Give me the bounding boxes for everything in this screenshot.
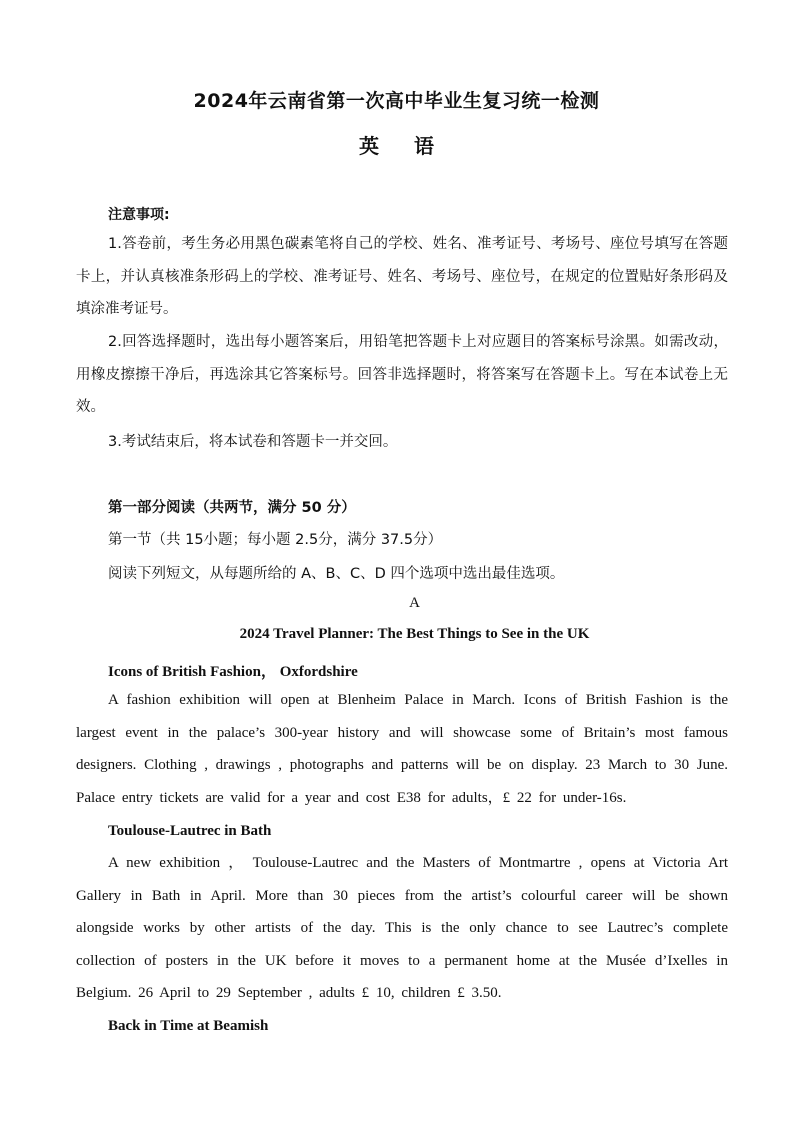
section-heading-lautrec: Toulouse-Lautrec in Bath bbox=[108, 823, 272, 839]
notes-item-1: 1.答卷前，考生务必用黑色碳素笔将自己的学校、姓名、准考证号、考场号、座位号填写在答题卡上，并认真核准条形码上的学校、准考证号、姓名、考场号、座位号，在规定的位置贴好条形码及填涂准考证号。 bbox=[76, 236, 728, 317]
passage-title: 2024 Travel Planner: The Best Things to See in the UK bbox=[239, 626, 590, 642]
part1-heading: 第一部分阅读（共两节，满分 50 分） bbox=[108, 500, 356, 516]
section-text-fashion: A fashion exhibition will open at Blenheim Palace in March. Icons of British Fashion is the largest event in the palace’s 300-year history and will showcase some of Britain’s most famous designers. Clothing , drawings , photographs and patterns will be on display. 23 March to 30 June. Palace entry tickets are valid for a year and cost E38 for adults，£ 22 for under-16s. bbox=[76, 692, 728, 806]
part1-section-info: 第一节（共 15小题；每小题 2.5分，满分 37.5分） bbox=[108, 532, 443, 548]
passage-label: A bbox=[409, 595, 420, 611]
section-text-lautrec: A new exhibition ， Toulouse-Lautrec and the Masters of Montmartre , opens at Victoria Art Gallery in Bath in April. More than 30 pieces from the artist’s colourful career will be shown alongside works by other artists of the day. This is the only chance to see Lautrec’s complete collection of posters in the UK before it moves to a permanent home at the Musée d’Ixelles in Belgium. 26 April to 29 September , adults £ 10, children £ 3.50. bbox=[76, 855, 728, 1002]
part1-instruction: 阅读下列短文，从每题所给的 A、B、C、D 四个选项中选出最佳选项。 bbox=[108, 566, 565, 582]
notes-item-3: 3.考试结束后，将本试卷和答题卡一并交回。 bbox=[108, 434, 398, 450]
section-heading-beamish: Back in Time at Beamish bbox=[108, 1018, 269, 1034]
subject-title: 英 语 bbox=[359, 134, 448, 158]
notes-item-2: 2.回答选择题时，选出每小题答案后，用铅笔把答题卡上对应题目的答案标号涂黑。如需改动，用橡皮擦擦干净后，再选涂其它答案标号。回答非选择题时，将答案写在答题卡上。写在本试卷上无效。 bbox=[76, 334, 728, 415]
section-heading-fashion: Icons of British Fashion， Oxfordshire bbox=[108, 664, 358, 680]
exam-title: 2024年云南省第一次高中毕业生复习统一检测 bbox=[193, 90, 600, 112]
notes-heading: 注意事项: bbox=[108, 207, 170, 223]
